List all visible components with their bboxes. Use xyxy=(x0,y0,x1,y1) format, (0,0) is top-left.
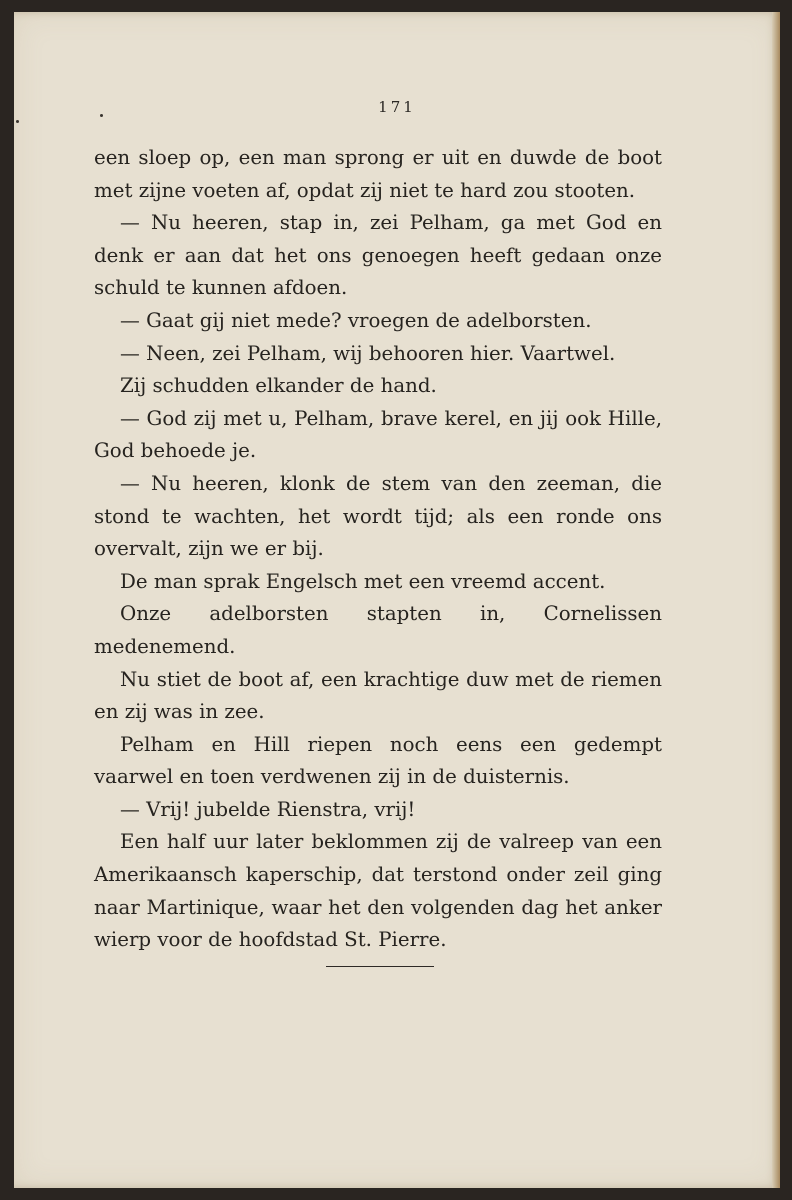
book-page xyxy=(14,12,780,1188)
paragraph: Een half uur later beklommen zij de valreep van een Amerikaansch kaperschip, dat terstond onder zeil ging naar Martinique, waar het den volgenden dag het anker wierp voor de hoofdstad St. Pierre. xyxy=(94,830,662,952)
paragraph: — Nu heeren, stap in, zei Pelham, ga met God en denk er aan dat het ons genoegen heeft gedaan onze schuld te kunnen afdoen. xyxy=(94,211,662,300)
paragraph: — Gaat gij niet mede? vroegen de adelborsten. xyxy=(120,308,592,332)
section-end-rule xyxy=(326,966,434,967)
paragraph: een sloep op, een man sprong er uit en duwde de boot met zijne voeten af, opdat zij niet te hard zou stooten. xyxy=(94,146,662,202)
paragraph: — Nu heeren, klonk de stem van den zeeman, die stond te wachten, het wordt tijd; als een ronde ons overvalt, zijn we er bij. xyxy=(94,471,662,561)
paragraph: — Vrij! jubelde Rienstra, vrij! xyxy=(120,797,416,821)
paragraph: De man sprak Engelsch met een vreemd accent. xyxy=(120,569,606,593)
page-number: 171 xyxy=(378,98,416,116)
paragraph: Pelham en Hill riepen noch eens een gedempt vaarwel en toen verdwenen zij in de duisternis. xyxy=(94,732,662,789)
paragraph: Onze adelborsten stapten in, Cornelissen medenemend. xyxy=(94,602,662,658)
page-edge xyxy=(772,12,780,1188)
ink-speck xyxy=(16,120,19,123)
body-text xyxy=(94,142,662,957)
paragraph: Nu stiet de boot af, een krachtige duw met de riemen en zij was in zee. xyxy=(94,667,662,724)
paragraph: — God zij met u, Pelham, brave kerel, en jij ook Hille, God behoede je. xyxy=(94,406,662,463)
paragraph: — Neen, zei Pelham, wij behooren hier. Vaartwel. xyxy=(120,341,616,365)
paragraph: Zij schudden elkander de hand. xyxy=(120,374,437,398)
